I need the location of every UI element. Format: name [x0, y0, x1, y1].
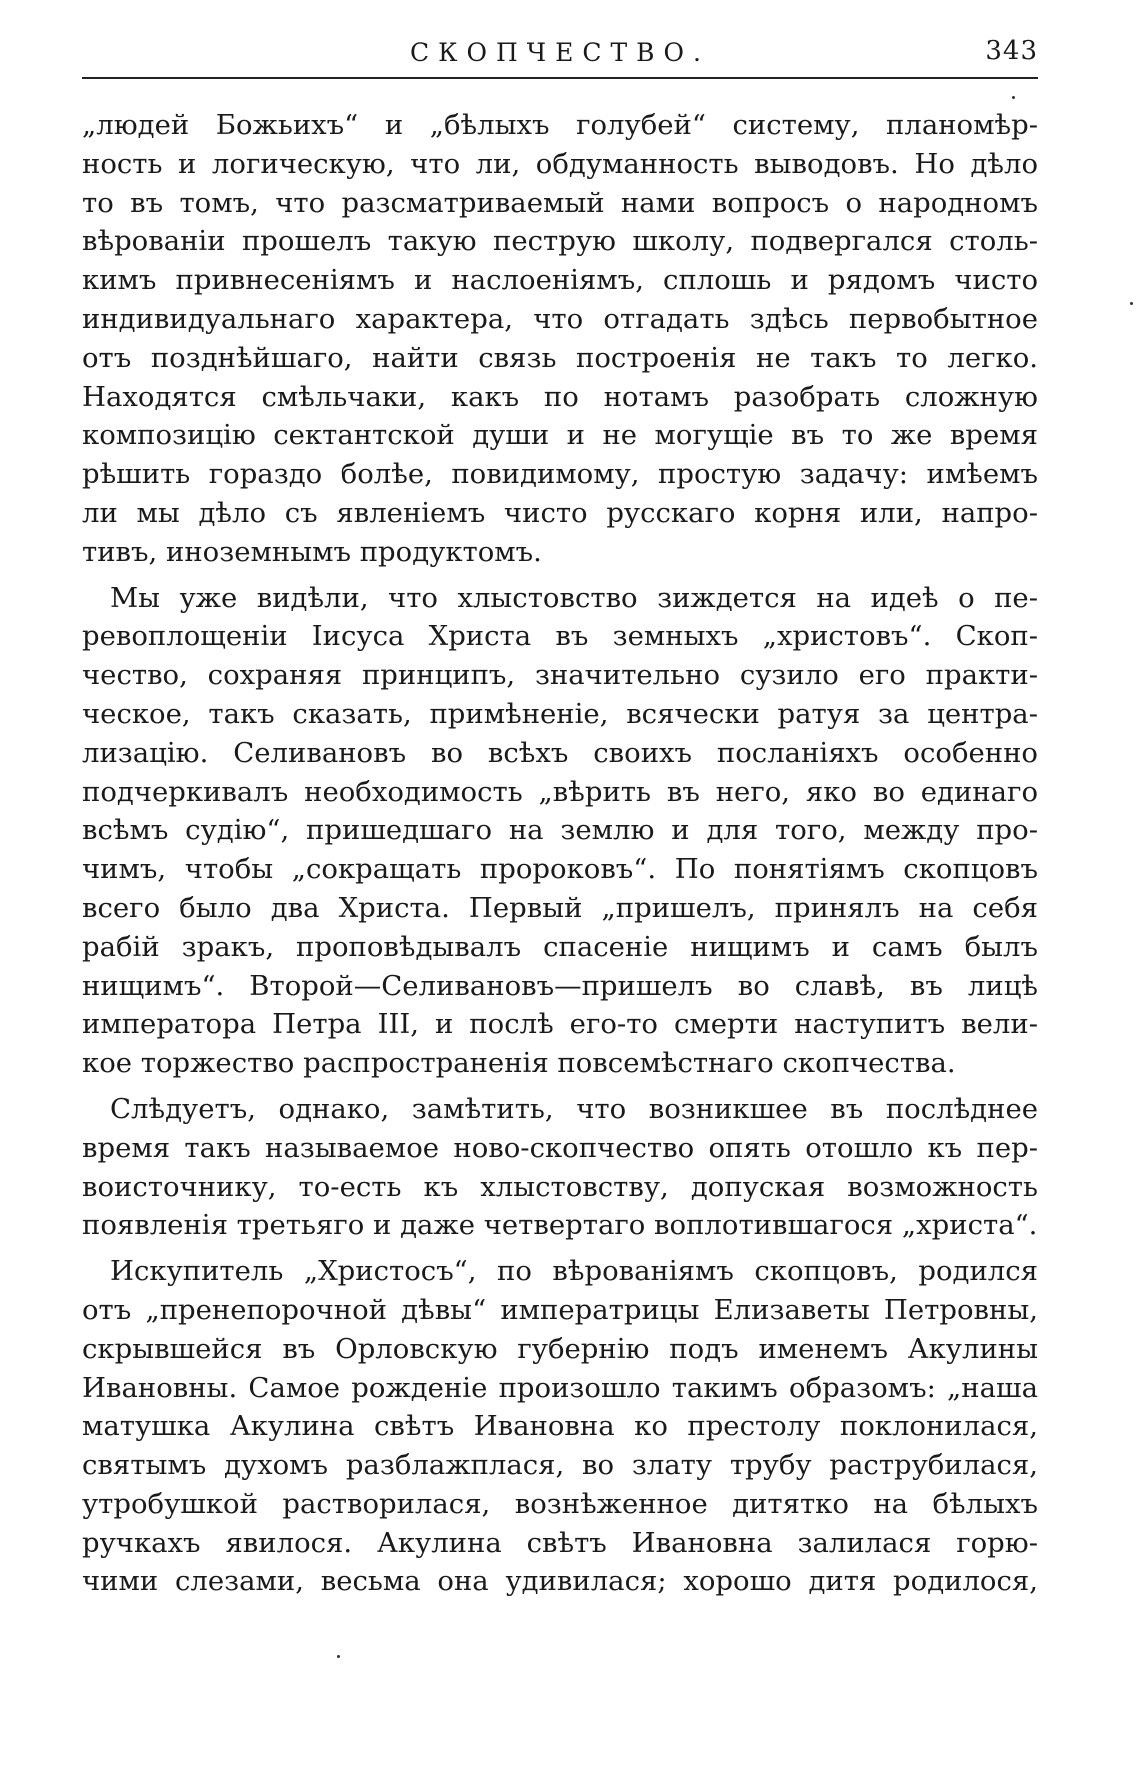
text-line: ность и логическую, что ли, обдуманность выводовъ. Но дѣло: [82, 147, 1038, 180]
text-line: рабій зракъ, проповѣдывалъ спасеніе нищимъ и самъ былъ: [82, 930, 1038, 963]
text-line: подчеркивалъ необходимость „вѣрить въ него, яко во единаго: [82, 775, 1038, 808]
text-line: композицію сектантской души и не могущіе въ то же время: [82, 419, 1038, 452]
text-line: чими слезами, весьма она удивилася; хорошо дитя родилося,: [82, 1565, 1038, 1598]
header-rule: [82, 77, 1038, 79]
text-line: отъ позднѣйшаго, найти связь построенія не такъ то легко.: [82, 341, 1038, 374]
text-line: индивидуальнаго характера, что отгадать здѣсь первобытное: [82, 302, 1038, 335]
scan-speck: [1130, 302, 1133, 305]
text-line: Слѣдуетъ, однако, замѣтить, что возникшее въ послѣднее: [110, 1092, 1038, 1125]
text-line: „людей Божьихъ“ и „бѣлыхъ голубей“ систему, планомѣр-: [82, 109, 1038, 141]
text-line: императора Петра III, и послѣ его-то смерти наступитъ вели-: [82, 1008, 1038, 1041]
text-line: воисточнику, то-есть къ хлыстовству, допуская возможность: [82, 1170, 1038, 1203]
text-line: утробушкой растворилася, вознѣженное дитятко на бѣлыхъ: [82, 1487, 1038, 1520]
text-line: скрывшейся въ Орловскую губернію подъ именемъ Акулины: [82, 1332, 1038, 1365]
text-line: время такъ называемое ново-скопчество опять отошло къ пер-: [82, 1131, 1038, 1164]
running-header: [82, 32, 1038, 72]
text-line: ревоплощеніи Іисуса Христа въ земныхъ „христовъ“. Скоп-: [82, 620, 1038, 653]
text-line: Искупитель „Христосъ“, по вѣрованіямъ скопцовъ, родился: [110, 1255, 1038, 1288]
text-line: Находятся смѣльчаки, какъ по нотамъ разобрать сложную: [82, 380, 1038, 413]
text-line: кое торжество распространенія повсемѣстнаго скопчества.: [82, 1047, 956, 1080]
text-line: чество, сохраняя принципъ, значительно сузило его практи-: [82, 659, 1038, 692]
text-line: всего было два Христа. Первый „пришелъ, принялъ на себя: [82, 891, 1038, 924]
text-line: ческое, такъ сказать, примѣненіе, всячески ратуя за центра-: [82, 697, 1038, 730]
text-line: матушка Акулина свѣтъ Ивановна ко престолу поклонилася,: [82, 1410, 1038, 1443]
text-line: Ивановны. Самое рожденіе произошло такимъ образомъ: „наша: [82, 1371, 1038, 1404]
text-line: лизацію. Селивановъ во всѣхъ своихъ посланіяхъ особенно: [82, 736, 1038, 769]
text-line: ручкахъ явилося. Акулина свѣтъ Ивановна залилася горю-: [82, 1526, 1038, 1559]
text-line: отъ „пренепорочной дѣвы“ императрицы Елизаветы Петровны,: [82, 1293, 1038, 1326]
text-line: всѣмъ судію“, пришедшаго на землю и для того, между про-: [82, 814, 1038, 847]
page-number: 343: [985, 36, 1038, 66]
text-line: то въ томъ, что разсматриваемый нами вопросъ о народномъ: [82, 186, 1038, 219]
text-line: святымъ духомъ разблажплася, во злату трубу раструбилася,: [82, 1449, 1038, 1482]
body-text: [82, 106, 1038, 1601]
text-line: вѣрованіи прошелъ такую пеструю школу, подвергался столь-: [82, 225, 1038, 258]
scan-speck: [337, 1655, 340, 1658]
text-line: рѣшить гораздо болѣе, повидимому, простую задачу: имѣемъ: [82, 458, 1038, 491]
text-line: ли мы дѣло съ явленіемъ чисто русскаго корня или, напро-: [82, 496, 1038, 529]
text-line: тивъ, иноземнымъ продуктомъ.: [82, 535, 542, 568]
scan-speck: [1012, 96, 1015, 99]
text-line: чимъ, чтобы „сокращать пророковъ“. По понятіямъ скопцовъ: [82, 853, 1038, 886]
text-line: кимъ привнесеніямъ и наслоеніямъ, сплошь и рядомъ чисто: [82, 264, 1038, 297]
text-line: нищимъ“. Второй—Селивановъ—пришелъ во славѣ, въ лицѣ: [82, 969, 1038, 1002]
paragraph-1: [82, 106, 1038, 572]
text-line: появленія третьяго и даже четвертаго воплотившагося „христа“.: [82, 1209, 1038, 1242]
running-title: СКОПЧЕСТВО.: [410, 38, 710, 67]
paragraph-2: [82, 579, 1038, 1083]
text-line: Мы уже видѣли, что хлыстовство зиждется на идеѣ о пе-: [110, 581, 1038, 614]
paragraph-3: [82, 1090, 1038, 1245]
paragraph-4: [82, 1252, 1038, 1601]
